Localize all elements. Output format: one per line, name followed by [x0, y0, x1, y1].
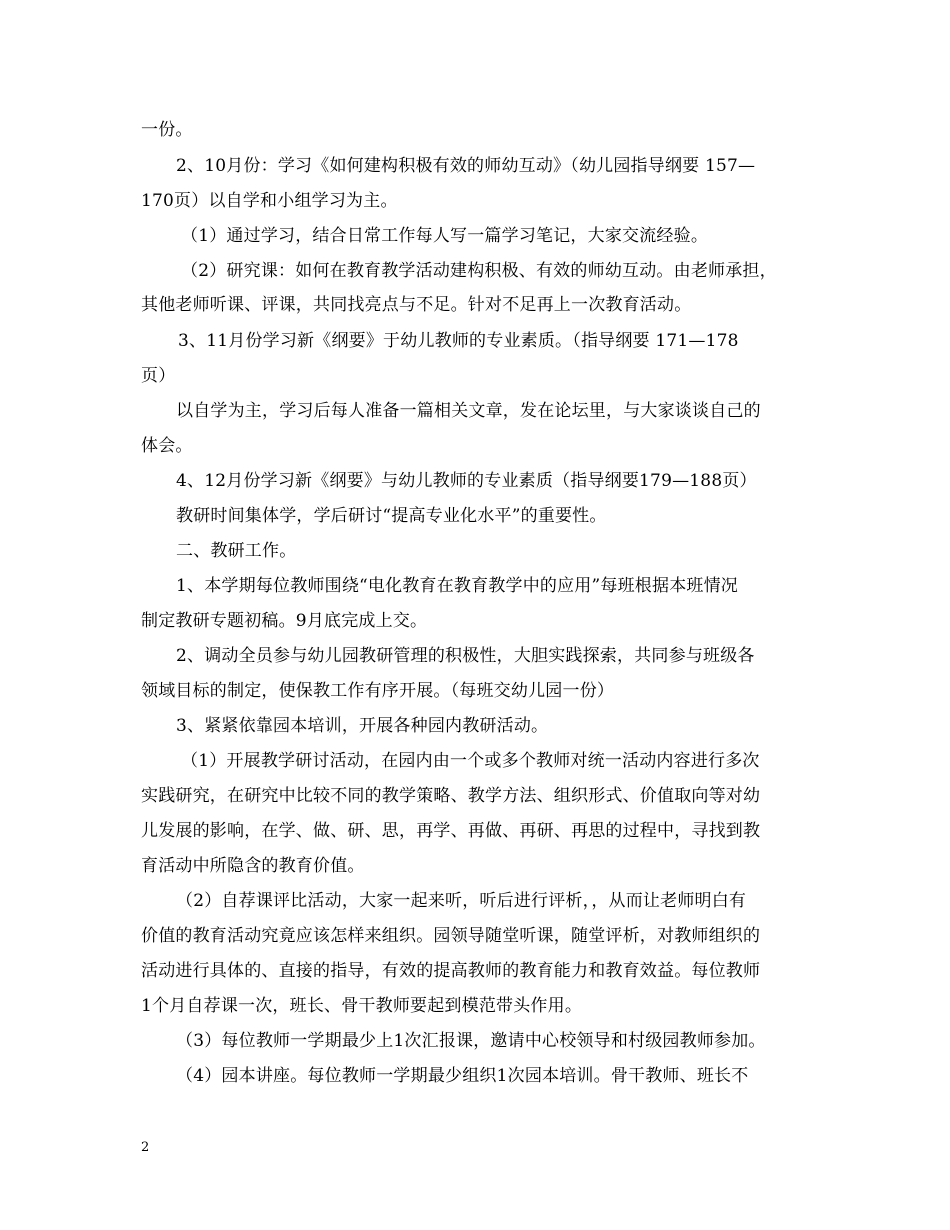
text-line: 3、紧紧依靠园本培训，开展各种园内教研活动。	[176, 716, 549, 736]
text-line: （1）开展教学研讨活动，在园内由一个或多个教师对统一活动内容进行多次	[181, 751, 760, 771]
text-line: 2、10月份：学习《如何建构积极有效的师幼互动》（幼儿园指导纲要 157—	[176, 156, 756, 176]
text-line: 制定教研专题初稿。9月底完成上交。	[141, 611, 428, 631]
text-line: 一份。	[141, 120, 193, 140]
page-number: 2	[141, 1140, 150, 1155]
text-line: 页）	[141, 366, 176, 386]
text-line: （4）园本讲座。每位教师一学期最少组织1次园本培训。骨干教师、班长不	[176, 1066, 749, 1086]
text-line: 育活动中所隐含的教育价值。	[141, 856, 365, 876]
text-line: 其他老师听课、评课，共同找亮点与不足。针对不足再上一次教育活动。	[141, 295, 692, 315]
text-line: 教研时间集体学，学后研讨“提高专业化水平”的重要性。	[176, 506, 607, 526]
text-line: 2、调动全员参与幼儿园教研管理的积极性，大胆实践探索，共同参与班级各	[176, 646, 755, 666]
text-line: 体会。	[141, 436, 193, 456]
text-line: （3）每位教师一学期最少上1次汇报课，邀请中心校领导和村级园教师参加。	[176, 1031, 766, 1051]
text-line: 实践研究，在研究中比较不同的教学策略、教学方法、组织形式、价值取向等对幼	[141, 786, 761, 806]
section-heading: 二、教研工作。	[176, 541, 297, 561]
text-line: 3、11月份学习新《纲要》于幼儿教师的专业素质。（指导纲要 171—178	[178, 331, 739, 351]
text-line: 1个月自荐课一次，班长、骨干教师要起到模范带头作用。	[141, 996, 583, 1016]
text-line: 以自学为主，学习后每人准备一篇相关文章，发在论坛里，与大家谈谈自己的	[176, 401, 761, 421]
text-line: （2）自荐课评比活动，大家一起来听，听后进行评析，，从而让老师明白有	[176, 891, 747, 911]
text-line: 1、本学期每位教师围绕“电化教育在教育教学中的应用”每班根据本班情况	[176, 576, 738, 596]
text-line: （2）研究课：如何在教育教学活动建构积极、有效的师幼互动。由老师承担，	[181, 261, 777, 281]
text-line: 儿发展的影响，在学、做、研、思，再学、再做、再研、再思的过程中，寻找到教	[141, 821, 761, 841]
text-line: 活动进行具体的、直接的指导，有效的提高教师的教育能力和教育效益。每位教师	[141, 961, 761, 981]
text-line: 170页）以自学和小组学习为主。	[141, 191, 398, 211]
text-line: 4、12月份学习新《纲要》与幼儿教师的专业素质（指导纲要179—188页）	[176, 471, 757, 491]
text-line: 领域目标的制定，使保教工作有序开展。（每班交幼儿园一份）	[141, 681, 615, 701]
text-line: （1）通过学习，结合日常工作每人写一篇学习笔记，大家交流经验。	[181, 226, 709, 246]
text-line: 价值的教育活动究竟应该怎样来组织。园领导随堂听课，随堂评析，对教师组织的	[141, 926, 761, 946]
